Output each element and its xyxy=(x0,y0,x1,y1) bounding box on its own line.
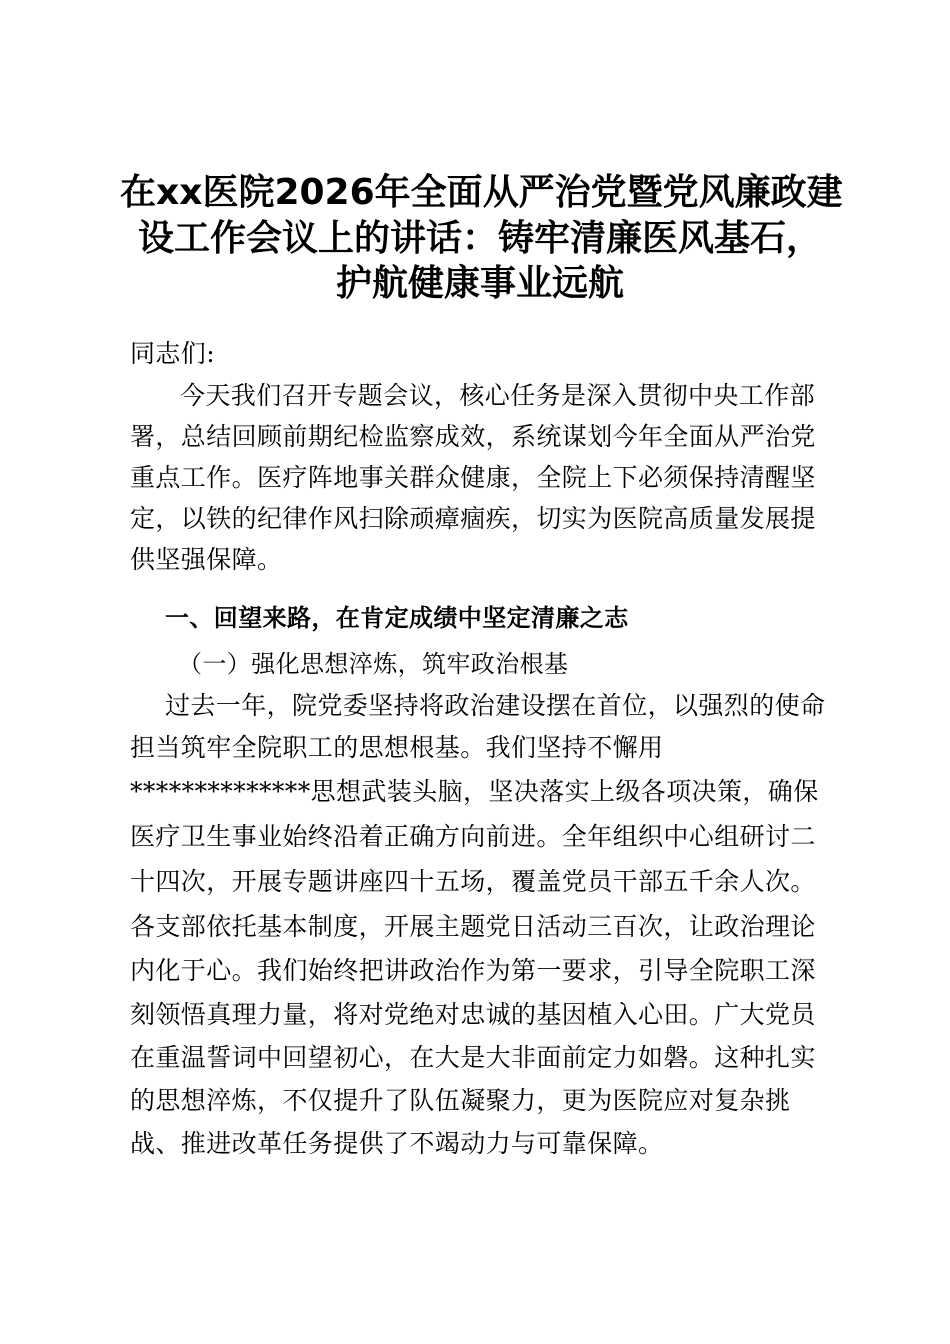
intro-line-2: 署，总结回顾前期纪检监察成效，系统谋划今年全面从严治党 xyxy=(130,422,816,451)
intro-line-4: 定，以铁的纪律作风扫除顽瘴痼疾，切实为医院高质量发展提 xyxy=(130,504,816,533)
body-line-7: 内化于心。我们始终把讲政治作为第一要求，引导全院职工深 xyxy=(130,956,816,985)
body-line-2: 担当筑牢全院职工的思想根基。我们坚持不懈用 xyxy=(130,733,664,762)
body-line-4: 医疗卫生事业始终沿着正确方向前进。全年组织中心组研讨二 xyxy=(130,822,816,851)
section-heading: 一、回望来路，在肯定成绩中坚定清廉之志 xyxy=(165,604,629,632)
body-line-5: 十四次，开展专题讲座四十五场，覆盖党员干部五千余人次。 xyxy=(130,867,816,896)
body-line-10: 的思想淬炼，不仅提升了队伍凝聚力，更为医院应对复杂挑 xyxy=(130,1086,791,1115)
body-line-9: 在重温誓词中回望初心，在大是大非面前定力如磐。这种扎实 xyxy=(130,1043,816,1072)
salutation: 同志们: xyxy=(130,339,216,368)
body-line-6: 各支部依托基本制度，开展主题党日活动三百次，让政治理论 xyxy=(130,912,816,941)
intro-line-1: 今天我们召开专题会议，核心任务是深入贯彻中央工作部 xyxy=(180,381,816,410)
intro-line-5: 供坚强保障。 xyxy=(130,545,283,574)
document-title-line-1: 在xx医院2026年全面从严治党暨党风廉政建 xyxy=(120,172,843,213)
body-line-8: 刻领悟真理力量，将对党绝对忠诚的基因植入心田。广大党员 xyxy=(130,1000,816,1029)
intro-line-3: 重点工作。医疗阵地事关群众健康，全院上下必须保持清醒坚 xyxy=(130,463,816,492)
document-title-line-2: 设工作会议上的讲话：铸牢清廉医风基石， xyxy=(137,218,822,259)
body-line-1: 过去一年，院党委坚持将政治建设摆在首位，以强烈的使命 xyxy=(165,691,826,720)
body-line-11: 战、推进改革任务提供了不竭动力与可靠保障。 xyxy=(130,1129,664,1158)
body-line-3: **************思想武装头脑，坚决落实上级各项决策，确保 xyxy=(130,777,819,806)
subsection-heading: （一）强化思想淬炼，筑牢政治根基 xyxy=(178,650,569,678)
document-title-line-3: 护航健康事业远航 xyxy=(335,263,624,304)
